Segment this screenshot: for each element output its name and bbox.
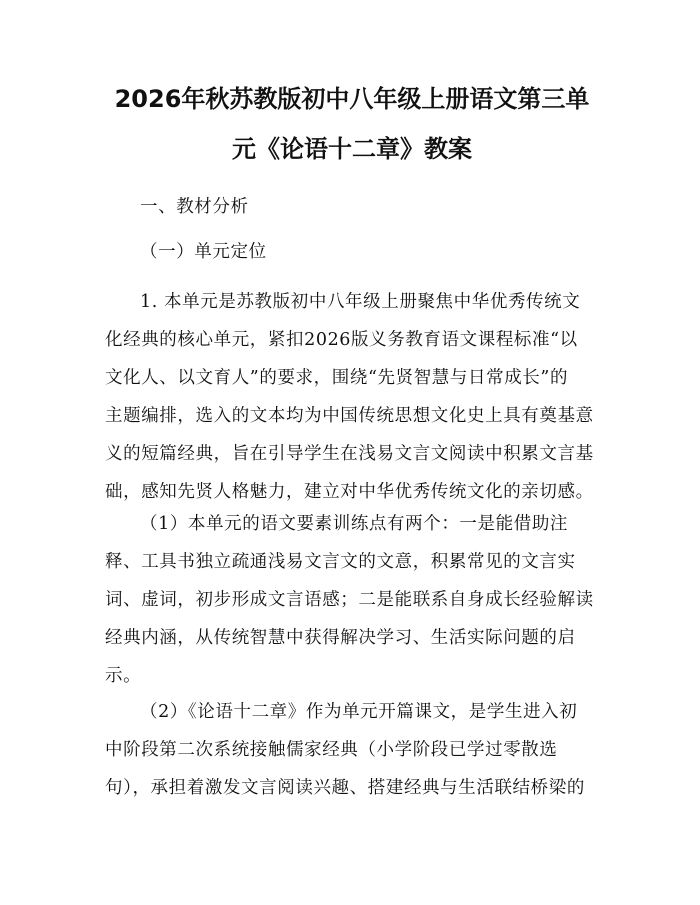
paragraph-2 [105, 505, 605, 695]
paragraph-line: 1. 本单元是苏教版初中八年级上册聚焦中华优秀传统文 [140, 292, 581, 312]
paragraph-line: 句），承担着激发文言阅读兴趣、搭建经典与生活联结桥梁的 [105, 778, 585, 798]
paragraph-line: （1）本单元的语文要素训练点有两个：一是能借助注 [140, 514, 569, 534]
paragraph-line: 中阶段第二次系统接触儒家经典（小学阶段已学过零散选 [105, 740, 558, 760]
title-line-1: 2026年秋苏教版初中八年级上册语文第三单 [114, 85, 590, 113]
paragraph-line: 主题编排，选入的文本均为中国传统思想文化史上具有奠基意 [105, 406, 594, 426]
subsection-heading: （一）单元定位 [140, 242, 267, 262]
paragraph-3 [105, 693, 605, 807]
title-line-2: 元《论语十二章》教案 [232, 135, 472, 163]
paragraph-line: 文化人、以文育人”的要求，围绕“先贤智慧与日常成长”的 [105, 368, 569, 388]
paragraph-line: （2）《论语十二章》作为单元开篇课文，是学生进入初 [140, 702, 578, 722]
paragraph-line: 示。 [105, 666, 142, 686]
paragraph-line: 经典内涵，从传统智慧中获得解决学习、生活实际问题的启 [105, 628, 576, 648]
section-heading: 一、教材分析 [140, 197, 249, 217]
paragraph-1 [105, 283, 605, 511]
document-title [92, 74, 612, 174]
paragraph-line: 词、虚词，初步形成文言语感；二是能联系自身成长经验解读 [105, 590, 594, 610]
paragraph-line: 义的短篇经典，旨在引导学生在浅易文言文阅读中积累文言基 [105, 444, 594, 464]
paragraph-line: 础，感知先贤人格魅力，建立对中华优秀传统文化的亲切感。 [105, 482, 594, 502]
paragraph-line: 释、工具书独立疏通浅易文言文的文意，积累常见的文言实 [105, 552, 576, 572]
paragraph-line: 化经典的核心单元，紧扣2026版义务教育语文课程标准“以 [105, 330, 578, 350]
